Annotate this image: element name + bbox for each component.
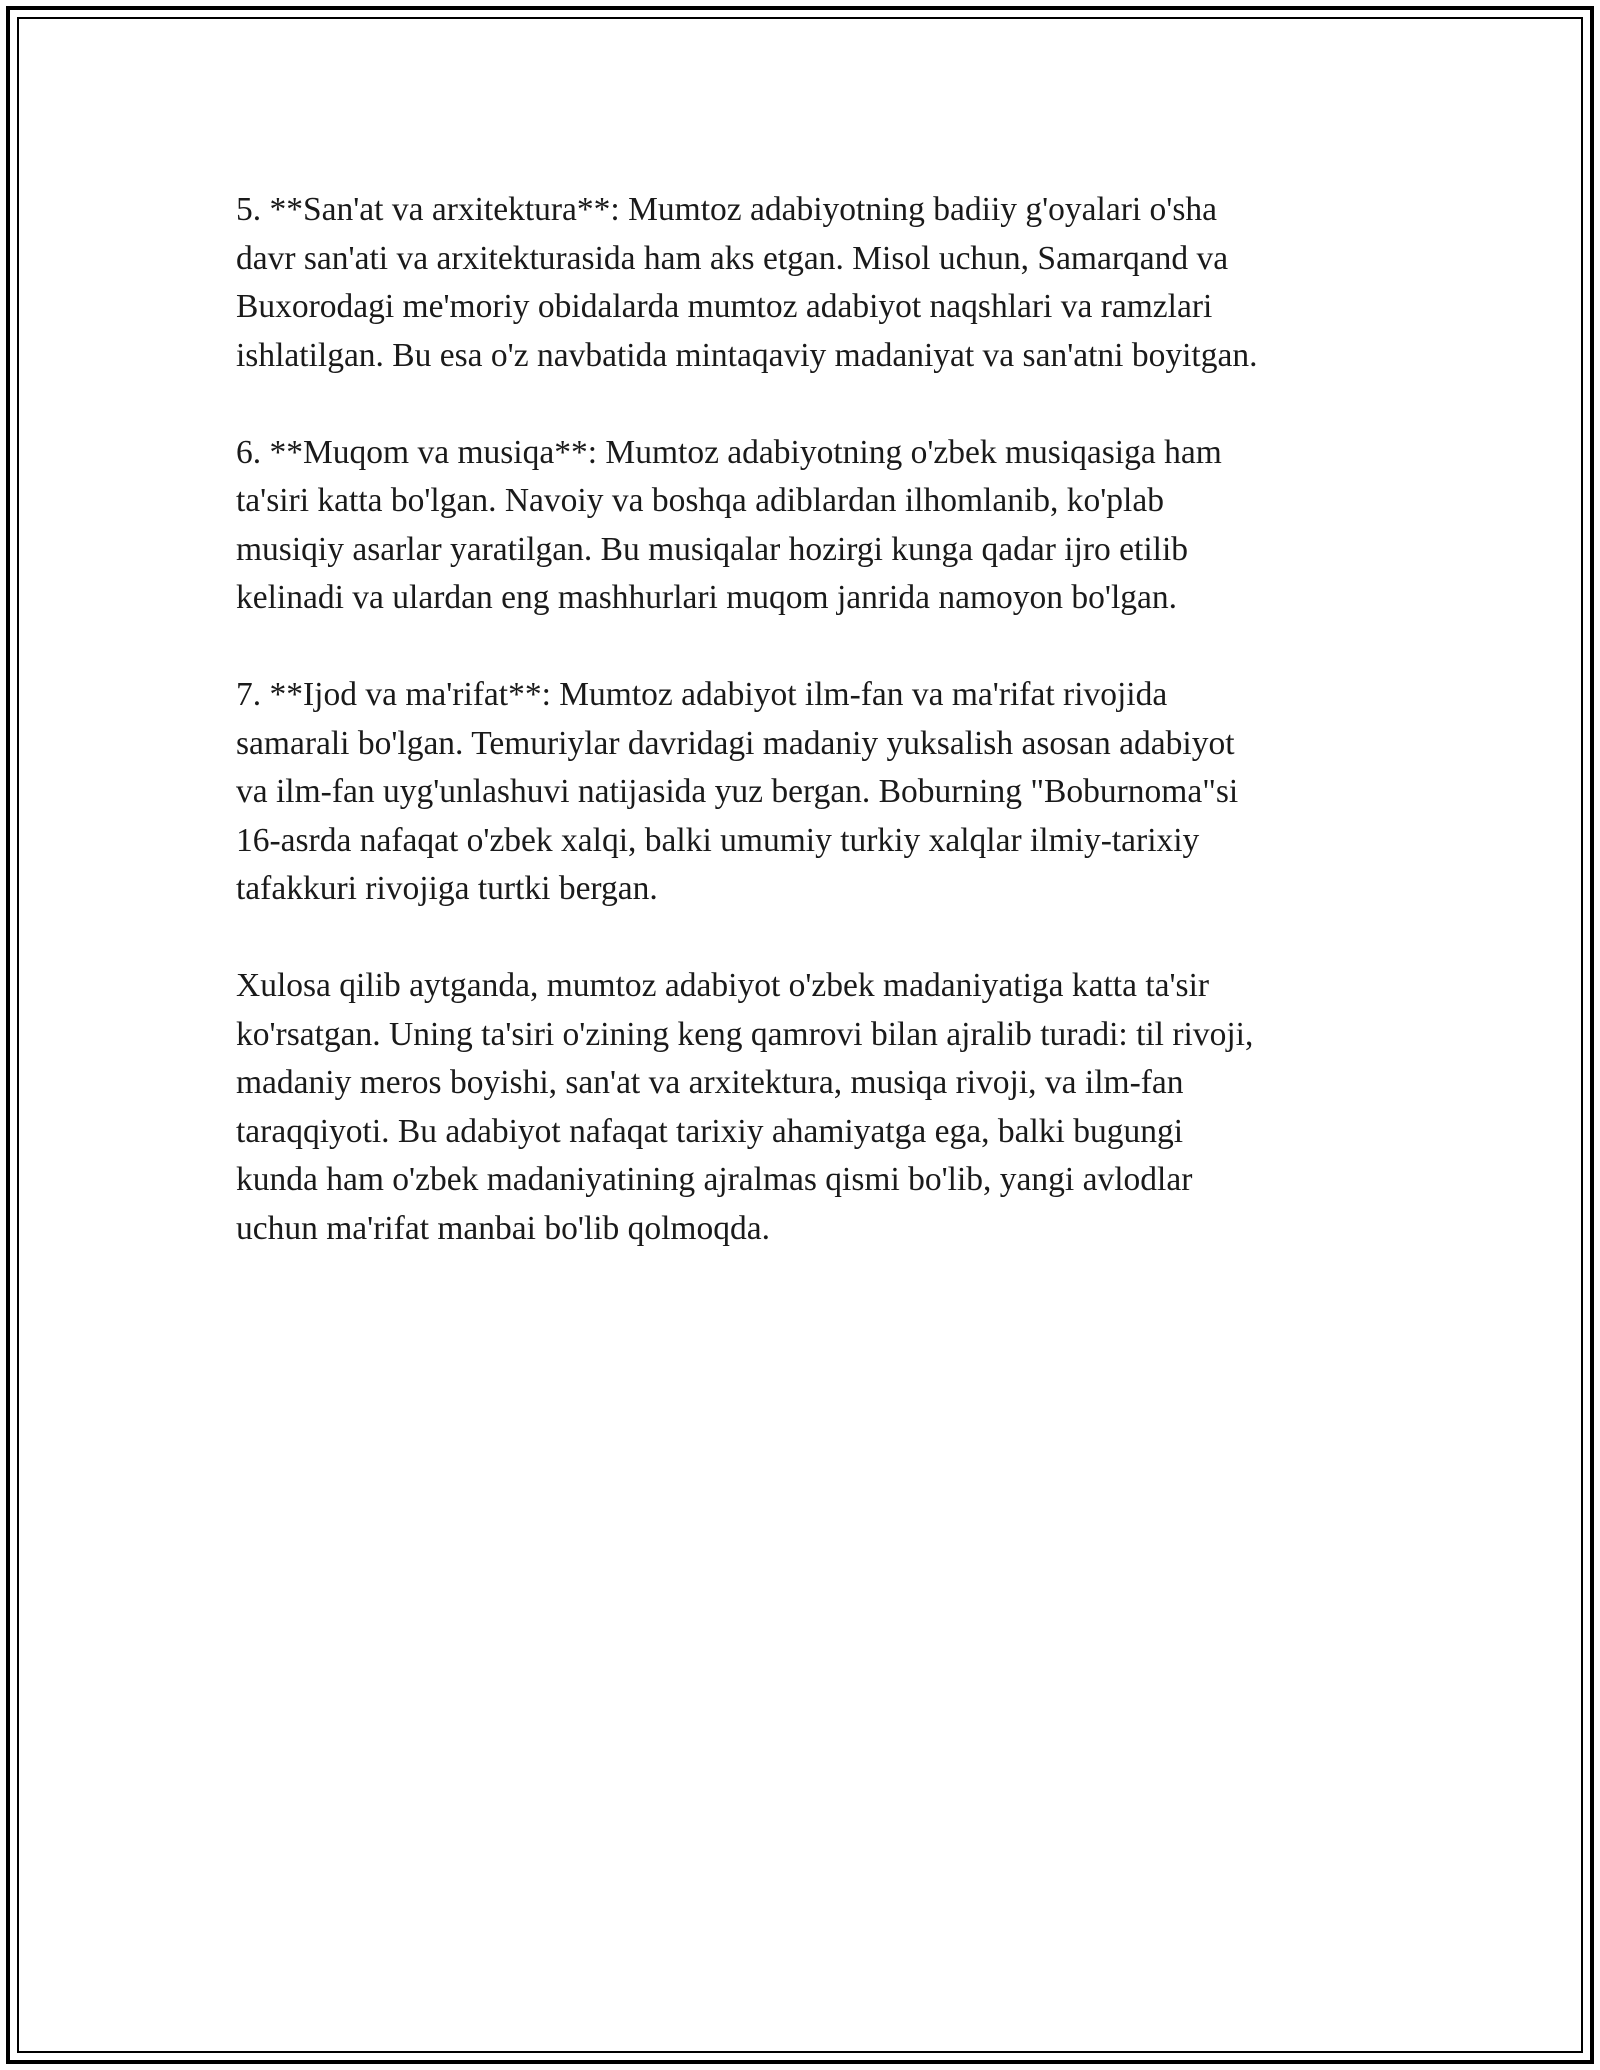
document-body xyxy=(236,186,1366,1302)
paragraph-muqom-music: 6. **Muqom va musiqa**: Mumtoz adabiyotning o'zbek musiqasiga ham ta'siri katta bo'lgan. Navoiy va boshqa adiblardan ilhomlanib, ko'plab musiqiy asarlar yaratilgan. Bu musiqalar hozirgi kunga qadar ijro etilib kelinadi va ulardan eng mashhurlari muqom janrida namoyon bo'lgan. xyxy=(236,433,1222,616)
paragraph-creativity-enlightenment: 7. **Ijod va ma'rifat**: Mumtoz adabiyot ilm-fan va ma'rifat rivojida samarali bo'lgan. Temuriylar davridagi madaniy yuksalish asosan adabiyot va ilm-fan uyg'unlashuvi natijasida yuz bergan. Boburning "Boburnoma"si 16-asrda nafaqat o'zbek xalqi, balki umumiy turkiy xalqlar ilmiy-tarixiy tafakkuri rivojiga turtki bergan. xyxy=(236,676,1239,907)
paragraph-art-architecture: 5. **San'at va arxitektura**: Mumtoz adabiyotning badiiy g'oyalari o'sha davr san'ati va arxitekturasida ham aks etgan. Misol uchun, Samarqand va Buxorodagi me'moriy obidalarda mumtoz adabiyot naqshlari va ramzlari ishlatilgan. Bu esa o'z navbatida mintaqaviy madaniyat va san'atni boyitgan. xyxy=(236,191,1258,374)
paragraph-conclusion: Xulosa qilib aytganda, mumtoz adabiyot o'zbek madaniyatiga katta ta'sir ko'rsatgan. Uning ta'siri o'zining keng qamrovi bilan ajralib turadi: til rivoji, madaniy meros boyishi, san'at va arxitektura, musiqa rivoji, va ilm-fan taraqqiyoti. Bu adabiyot nafaqat tarixiy ahamiyatga ega, balki bugungi kunda ham o'zbek madaniyatining ajralmas qismi bo'lib, yangi avlodlar uchun ma'rifat manbai bo'lib qolmoqda. xyxy=(236,967,1254,1247)
